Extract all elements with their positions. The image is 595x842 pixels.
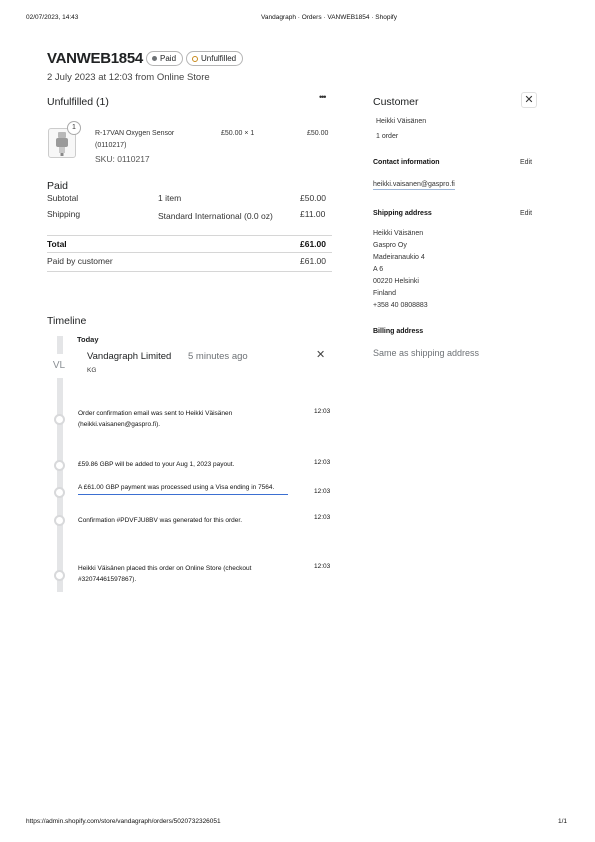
shipping-amount: £11.00 (300, 209, 326, 219)
print-page-number: 1/1 (558, 818, 568, 825)
divider (47, 271, 332, 272)
delete-comment-icon[interactable]: ✕ (316, 349, 326, 361)
item-sku: SKU: 0110217 (95, 154, 150, 164)
timeline-today-label: Today (77, 335, 99, 344)
item-name-line1[interactable]: R-17VAN Oxygen Sensor (95, 130, 175, 137)
timeline-event-dot (54, 570, 65, 581)
print-page-title: Vandagraph · Orders · VANWEB1854 · Shopify (261, 14, 397, 21)
timeline-event-text: £59.86 GBP will be added to your Aug 1, 2023 payout. (78, 461, 235, 468)
item-name-line2[interactable]: (0110217) (95, 142, 127, 149)
timeline-event-time: 12:03 (314, 514, 331, 521)
address-line: 00220 Helsinki (373, 278, 419, 285)
fulfillment-status-label: Unfulfilled (201, 54, 237, 63)
timeline-event-dot (54, 487, 65, 498)
divider (47, 235, 332, 236)
fulfillment-status-badge (186, 51, 243, 66)
address-phone: +358 40 0808883 (373, 302, 428, 309)
timeline-event-text: Confirmation #PDVFJU8BV was generated for this order. (78, 517, 243, 524)
customer-name[interactable]: Heikki Väisänen (376, 118, 427, 125)
item-line-total: £50.00 (307, 130, 329, 137)
timeline-event-time: 12:03 (314, 488, 331, 495)
timeline-event-dot (54, 460, 65, 471)
payment-status-badge (146, 51, 183, 66)
edit-contact-link[interactable]: Edit (520, 159, 533, 166)
comment-author: Vandagraph Limited (87, 351, 172, 362)
timeline-event-dot (54, 414, 65, 425)
address-line: Madeiranaukio 4 (373, 254, 425, 261)
customer-order-count[interactable]: 1 order (376, 133, 399, 140)
total-label: Total (47, 239, 67, 249)
shipping-desc: Standard International (0.0 oz) (158, 211, 273, 221)
shipping-label: Shipping (47, 209, 81, 219)
paid-title: Paid (47, 180, 69, 192)
shipping-address-title: Shipping address (373, 210, 432, 217)
total-amount: £61.00 (300, 239, 326, 249)
divider (47, 252, 332, 253)
address-line: Gaspro Oy (373, 242, 407, 249)
payment-status-label: Paid (160, 54, 177, 63)
print-url: https://admin.shopify.com/store/vandagraph/orders/5020732326051 (26, 818, 221, 825)
item-quantity-badge: 1 (67, 121, 81, 135)
order-date-line: 2 July 2023 at 12:03 from Online Store (47, 72, 210, 83)
timeline-title: Timeline (47, 315, 87, 327)
more-actions-icon[interactable]: ••• (319, 92, 326, 102)
edit-shipping-address-link[interactable]: Edit (520, 210, 533, 217)
comment-time-ago: 5 minutes ago (188, 351, 248, 362)
timeline-event-text: Order confirmation email was sent to Heikki Väisänen (heikki.vaisanen@gaspro.fi). (78, 410, 233, 428)
timeline-event-time: 12:03 (314, 459, 331, 466)
customer-email[interactable]: heikki.vaisanen@gaspro.fi (373, 181, 455, 188)
customer-title: Customer (373, 96, 419, 108)
contact-info-title: Contact information (373, 159, 440, 166)
subtotal-label: Subtotal (47, 193, 79, 203)
billing-address-title: Billing address (373, 328, 424, 335)
timeline-event-dot (54, 515, 65, 526)
comment-body: KG (87, 367, 97, 374)
status-ring-icon (192, 56, 198, 62)
paid-by-customer-amount: £61.00 (300, 256, 326, 266)
remove-customer-icon[interactable]: ✕ (521, 92, 537, 108)
timeline-event-text[interactable]: A £61.00 GBP payment was processed using a Visa ending in 7564. (78, 482, 288, 495)
avatar: VL (44, 354, 74, 378)
paid-by-customer-label: Paid by customer (47, 256, 113, 266)
unfulfilled-title: Unfulfilled (1) (47, 96, 109, 108)
subtotal-amount: £50.00 (300, 193, 326, 203)
subtotal-desc: 1 item (158, 193, 182, 203)
billing-address-value: Same as shipping address (373, 348, 480, 358)
address-line: Finland (373, 290, 396, 297)
timeline-event-text: Heikki Väisänen placed this order on Online Store (checkout #32074461597867). (78, 565, 252, 583)
print-datetime: 02/07/2023, 14:43 (26, 14, 79, 21)
order-number: VANWEB1854 (47, 50, 143, 67)
timeline-event-time: 12:03 (314, 408, 331, 415)
status-dot-icon (152, 56, 157, 61)
item-price-quantity: £50.00 × 1 (221, 130, 255, 137)
address-line: Heikki Väisänen (373, 230, 424, 237)
timeline-event-time: 12:03 (314, 563, 331, 570)
address-line: A 6 (373, 266, 384, 273)
